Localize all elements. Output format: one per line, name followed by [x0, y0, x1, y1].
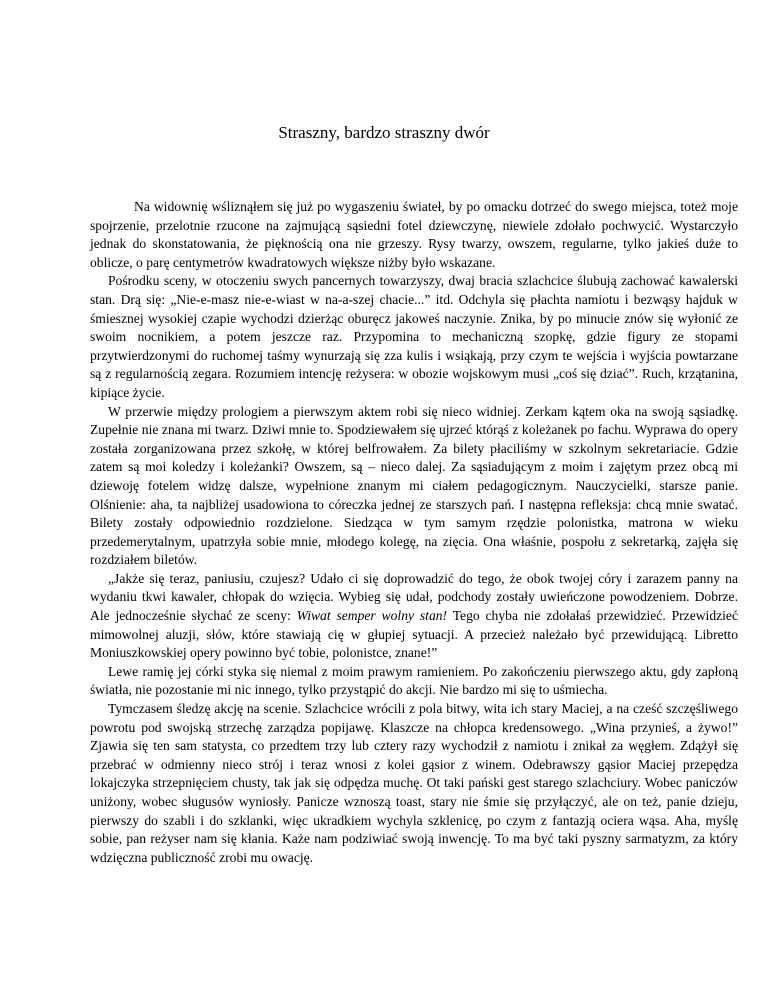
paragraph	[90, 570, 738, 663]
paragraph: Tymczasem śledzę akcję na scenie. Szlachcice wrócili z pola bitwy, wita ich stary Maciej, a na cześć szczęśliwego powrotu pod swojską strzechę zarządza popijawę. Klaszcze na chłopca kredensowego. „Wina przynieś, a żywo!” Zjawia się ten sam statysta, co przedtem trzy lub cztery razy wychodził z namiotu i znikał za węgłem. Zdążył się przebrać w odmienny nieco strój i teraz wnosi z kolei gąsior z winem. Odebrawszy gąsior Maciej przepędza lokajczyka strzepnięciem chusty, tak jak się odpędza muchę. Ot taki pański gest starego szlachciury. Wobec paniczów uniżony, wobec sługusów wyniosły. Panicze wznoszą toast, stary nie śmie się przyłączyć, ale on też, panie dzieju, pierwszy do szabli i do szklanki, więc ukradkiem wychyla szklenicę, po czym z fantazją ociera wąsa. Aha, myślę sobie, pan reżyser nam się kłania. Każe nam podziwiać swoją inwencję. To ma być taki pyszny sarmatyzm, za który wdzięczna publiczność zrobi mu owację.	[90, 701, 738, 865]
paragraph-text: „Jakże się teraz, paniusiu, czujesz? Udało ci się doprowadzić do tego, że obok twojej córy i zarazem panny na wydaniu tkwi kawaler, chłopak do wzięcia. Wybieg się udał, podchody zostały uwieńczone powodzeniem. Dobrze. Ale jednocześnie słychać ze sceny:	[90, 570, 738, 624]
document-body	[90, 198, 738, 867]
paragraph: Pośrodku sceny, w otoczeniu swych pancernych towarzyszy, dwaj bracia szlachcice ślubują zachować kawalerski stan. Drą się: „Nie-e-masz nie-e-wiast w na-a-szej chacie...” itd. Odchyla się płachta namiotu i bezwąsy hajduk w śmiesznej wysokiej czapie wychodzi dzierżąc oburęcz jakoweś naczynie. Znika, by po minucie znów się wyłonić ze swoim nocnikiem, a potem jeszcze raz. Przypomina to mechaniczną szopkę, gdzie figury ze stopami przytwierdzonymi do ruchomej taśmy wynurzają się zza kulis i wsiąkają, przy czym te wejścia i wyjścia powtarzane są z regularnością zegara. Rozumiem intencję reżysera: w obozie wojskowym musi „coś się dziać”. Ruch, krzątanina, kipiące życie.	[90, 273, 738, 400]
italic-quote: Wiwat semper wolny stan!	[296, 608, 448, 624]
paragraph: W przerwie między prologiem a pierwszym aktem robi się nieco widniej. Zerkam kątem oka na swoją sąsiadkę. Zupełnie nie znana mi twarz. Dziwi mnie to. Spodziewałem się ujrzeć którąś z koleżanek po fachu. Wyprawa do opery została zorganizowana przez szkołę, w której belfrowałem. Za bilety płaciliśmy w szkolnym sekretariacie. Gdzie zatem są moi koledzy i koleżanki? Owszem, są – nieco dalej. Za sąsiadującym z moim i zajętym przez obcą mi dziewoję fotelem widzę dalsze, wypełnione znanym mi ciałem pedagogicznym. Nauczycielki, starsze panie. Olśnienie: aha, ta najbliżej usadowiona to córeczka jednej ze starszych pań. I następna refleksja: chcą mnie swatać. Bilety zostały odpowiednio rozdzielone. Siedząca w tym samym rzędzie polonistka, matrona w wieku przedemerytalnym, upatrzyła sobie mnie, młodego kolegę, na zięcia. Ona właśnie, pospołu z sekretarką, zajęła się rozdziałem biletów.	[90, 403, 738, 568]
paragraph-text-after: Tego chyba nie zdołałaś przewidzieć. Przewidzieć mimowolnej aluzji, słów, które stawiają cię w głupiej sytuacji. A przecież należało być przewidującą. Libretto Moniuszkowskiej opery powinno być tobie, polonistce, znane!”	[90, 608, 739, 661]
paragraph: Lewe ramię jej córki styka się niemal z moim prawym ramieniem. Po zakończeniu pierwszego aktu, gdy zapłoną światła, nie pozostanie mi nic innego, tylko przystąpić do akcji. Nie bardzo mi się to uśmiecha.	[90, 663, 738, 698]
paragraph: Na widownię wśliznąłem się już po wygaszeniu świateł, by po omacku dotrzeć do swego miejsca, toteż moje spojrzenie, przelotnie rzucone na zajmującą sąsiedni fotel dziewczynę, niewiele zdołało pochwycić. Wystarczyło jednak do skonstatowania, że pięknością ona nie grzeszy. Rysy twarzy, owszem, regularne, tylko jakieś duże to oblicze, o parę centymetrów kwadratowych większe niżby było wskazane.	[90, 199, 738, 270]
document-title: Straszny, bardzo straszny dwór	[278, 123, 490, 142]
